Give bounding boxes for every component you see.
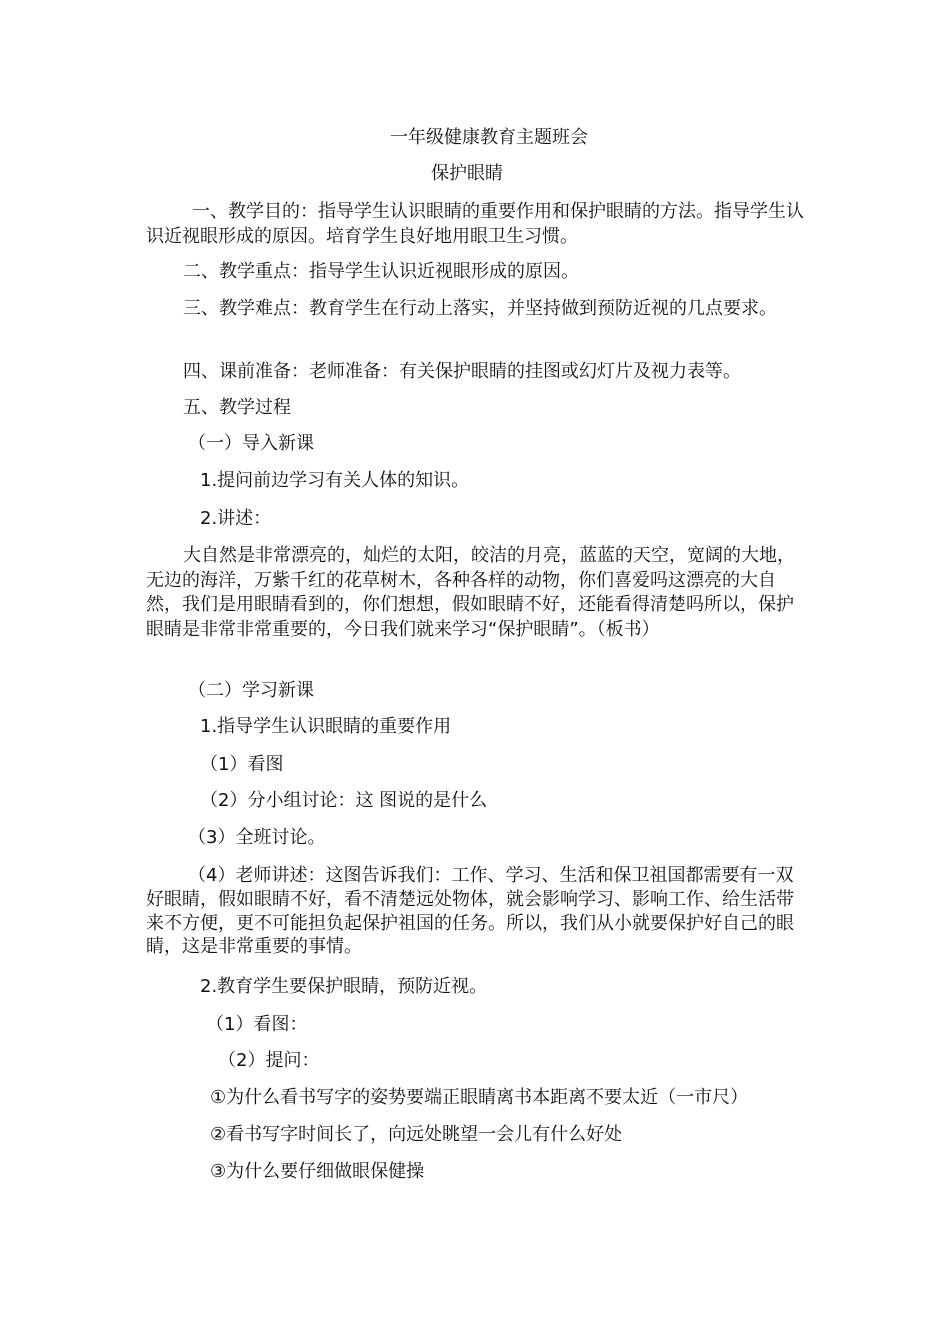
- teaching-objective: 一、教学目的：指导学生认识眼睛的重要作用和保护眼睛的方法。指导学生认识近视眼形成的原因。培育学生良好地用眼卫生习惯。: [146, 201, 804, 247]
- narration-paragraph: 大自然是非常漂亮的，灿烂的太阳，皎洁的月亮，蓝蓝的天空，宽阔的大地，无边的海洋，万紫千红的花草树木，各种各样的动物，你们喜爱吗这漂亮的大自然，我们是用眼睛看到的，你们想想，假如眼睛不好，还能看得清楚吗所以，保护眼睛是非常非常重要的，今日我们就来学习“保护眼睛”。（板书）: [146, 545, 795, 640]
- lesson-item-1: 1.指导学生认识眼睛的重要作用: [200, 716, 452, 737]
- lesson-step-2: （2）分小组讨论：这 图说的是什么: [200, 790, 488, 811]
- question-2: ②看书写字时间长了，向远处眺望一会儿有什么好处: [210, 1124, 623, 1145]
- document-subtitle: 保护眼睛: [431, 163, 503, 184]
- lesson-step-1: （1）看图: [200, 754, 284, 775]
- question-3: ③为什么要仔细做眼保健操: [210, 1161, 425, 1182]
- teaching-process-heading: 五、教学过程: [183, 397, 291, 418]
- question-1: ①为什么看书写字的姿势要端正眼睛离书本距离不要太近（一市尺）: [210, 1087, 749, 1108]
- document-title: 一年级健康教育主题班会: [390, 127, 588, 148]
- teacher-narration-paragraph: （4）老师讲述：这图告诉我们：工作、学习、生活和保卫祖国都需要有一双好眼睛，假如眼睛不好，看不清楚远处物体，就会影响学习、影响工作、给生活带来不方便，更不可能担负起保护祖国的任务。所以，我们从小就要保护好自己的眼睛，这是非常重要的事情。: [146, 865, 794, 958]
- intro-item-1: 1.提问前边学习有关人体的知识。: [200, 470, 470, 491]
- lesson-item-2: 2.教育学生要保护眼睛，预防近视。: [200, 976, 488, 997]
- teaching-difficulty: 三、教学难点：教育学生在行动上落实，并坚持做到预防近视的几点要求。: [183, 298, 777, 319]
- lesson-step-3: （3）全班讨论。: [188, 827, 326, 848]
- lesson-item-2-step-1: （1）看图：: [206, 1014, 308, 1035]
- section-new-lesson-heading: （二）学习新课: [188, 680, 314, 701]
- preparation: 四、课前准备：老师准备：有关保护眼睛的挂图或幻灯片及视力表等。: [183, 361, 741, 382]
- lesson-item-2-step-2: （2）提问：: [218, 1050, 320, 1071]
- section-intro-heading: （一）导入新课: [188, 433, 314, 454]
- teaching-focus: 二、教学重点：指导学生认识近视眼形成的原因。: [183, 261, 579, 282]
- intro-item-2: 2.讲述：: [200, 508, 272, 529]
